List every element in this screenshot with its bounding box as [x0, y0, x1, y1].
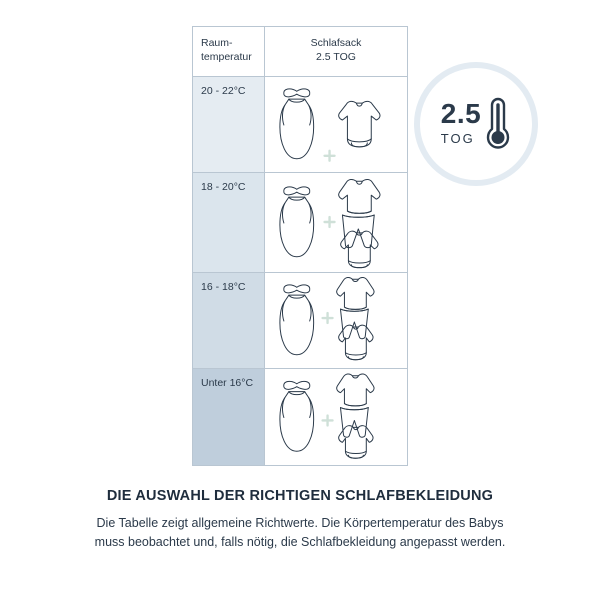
temperature-clothing-table: [192, 26, 408, 466]
table-row: [193, 173, 407, 273]
clothing-illustration-3: [265, 273, 407, 368]
row-temperature-3: 16 - 18°C: [193, 273, 265, 368]
row-temperature-1: 20 - 22°C: [193, 77, 265, 172]
table-row: [193, 77, 407, 173]
header-room-temperature-line1: Raum-: [201, 37, 233, 49]
tog-value: 2.5: [440, 98, 482, 129]
clothing-illustration-4: [265, 369, 407, 465]
clothing-illustration-2: [265, 173, 407, 272]
table-row: [193, 273, 407, 369]
table-header-row: [193, 27, 407, 77]
header-sleeping-bag-line1: Schlafsack: [310, 37, 362, 49]
clothing-illustration-1: [265, 77, 407, 172]
caption-title: DIE AUSWAHL DER RICHTIGEN SCHLAFBEKLEIDUNG: [106, 488, 494, 504]
row-temperature-2: 18 - 20°C: [193, 173, 265, 272]
caption-text-line1: Die Tabelle zeigt allgemeine Richtwerte. Die Körpertemperatur des Babys: [96, 516, 504, 530]
row-clothing-2: [265, 173, 407, 272]
header-sleeping-bag-line2: 2.5 TOG: [316, 51, 356, 63]
tog-badge: [414, 62, 538, 186]
row-clothing-1: [265, 77, 407, 172]
caption-text-line2: muss beobachtet und, falls nötig, die Schlafbekleidung angepasst werden.: [94, 535, 506, 549]
table-row: [193, 369, 407, 465]
thermometer-icon: [485, 96, 511, 152]
tog-unit: TOG: [440, 131, 475, 146]
row-clothing-4: [265, 369, 407, 465]
caption-block: [0, 488, 600, 552]
row-temperature-4: Unter 16°C: [193, 369, 265, 465]
header-room-temperature-line2: temperatur: [201, 51, 252, 63]
row-clothing-3: [265, 273, 407, 368]
header-sleeping-bag: [265, 27, 407, 76]
header-room-temperature: [193, 27, 265, 76]
